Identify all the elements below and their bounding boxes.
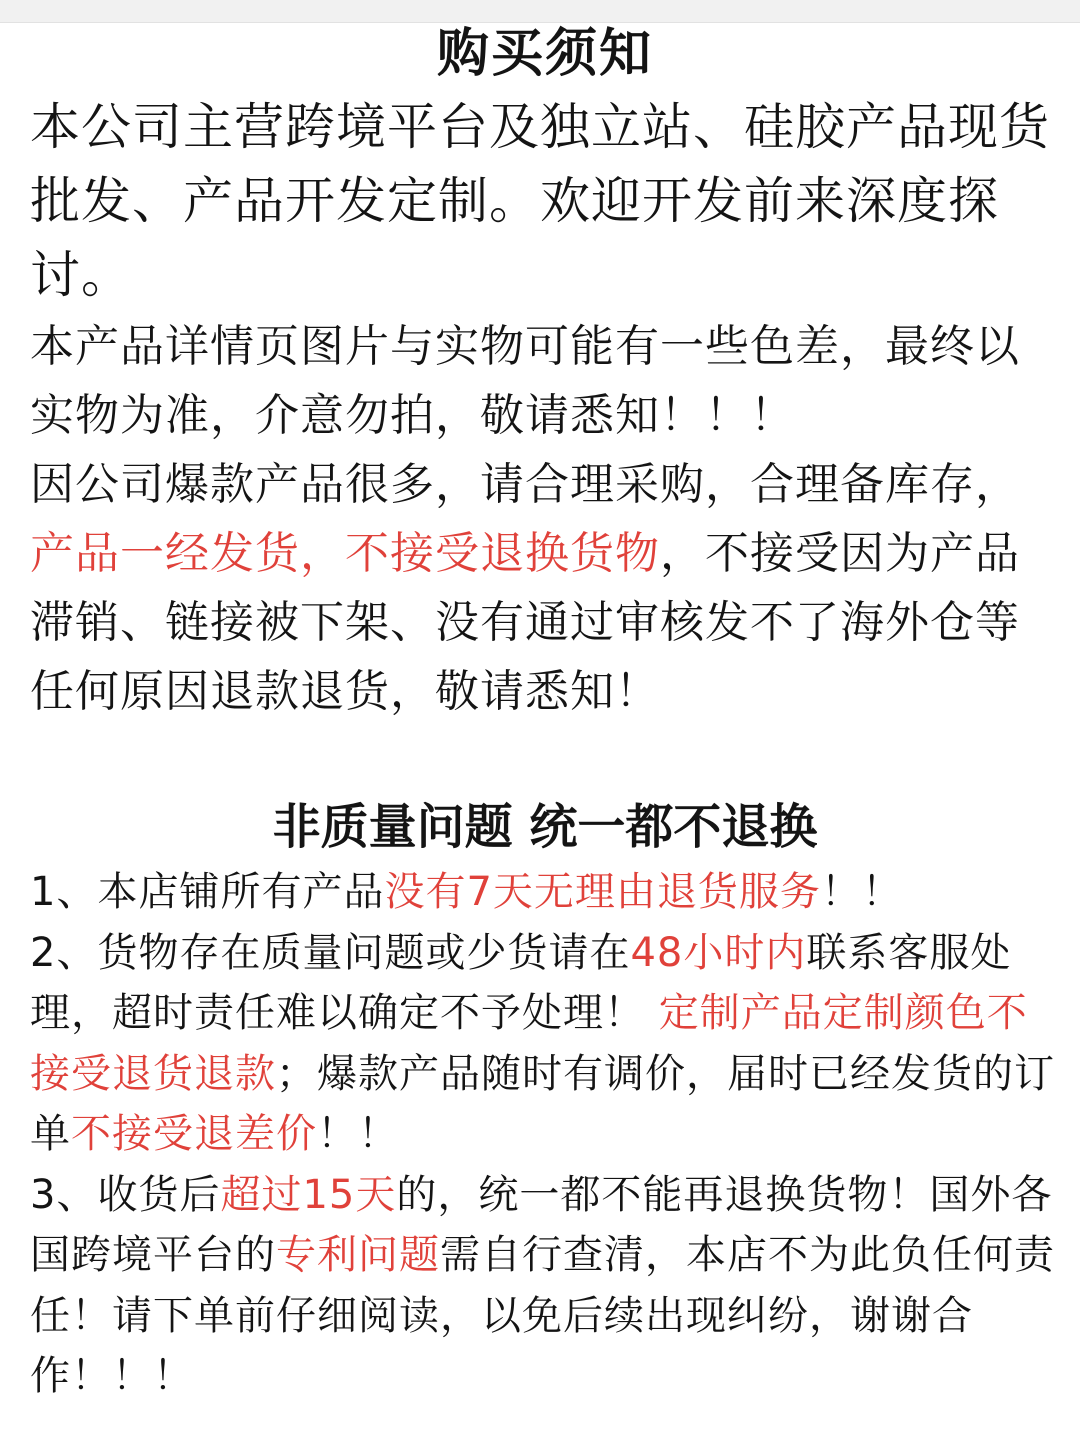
rule-3-text-2: 的，统一都不能再退换货物！国外各国跨境平台的 [30,1171,1053,1278]
policy-rule-3 [30,1165,1060,1407]
company-intro: 本公司主营跨境平台及独立站、硅胶产品现货批发、产品开发定制。欢迎开发前来深度探讨。 [30,98,1050,304]
policy-rule-1 [30,862,1060,923]
rule-2-text-2: 联系客服处理，超时责任难以确定不予处理！ [30,929,1012,1036]
notice-title: 购买须知 [436,24,653,84]
rule-2-text: 2、货物存在质量问题或少货请在 [30,929,631,976]
rule-2-text-3: ；爆款产品随时有调价，届时已经发货的订单 [30,1050,1055,1157]
stock-note-text: 因公司爆款产品很多，请合理采购，合理备库存， [30,459,1020,510]
rule-3-suffix: 需自行查清，本店不为此负任何责任！请下单前仔细阅读，以免后续出现纠纷，谢谢合作！！！ [30,1232,1055,1399]
rule-3-highlight-patent: 专利问题 [276,1232,440,1278]
rule-2-suffix: ！！ [317,1111,399,1157]
policy-rule-2 [30,923,1060,1165]
stock-note-text-2: ，不接受因为产品滞销、链接被下架、没有通过审核发不了海外仓等任何原因退款退货，敬请悉知！ [30,528,1020,717]
no-return-highlight: 产品一经发货，不接受退换货物 [30,528,660,579]
policy-title: 非质量问题 统一都不退换 [272,799,818,855]
rule-1-text: 1、本店铺所有产品 [30,869,385,915]
top-bar [0,0,1080,23]
color-difference-note: 本产品详情页图片与实物可能有一些色差，最终以实物为准，介意勿拍，敬请悉知！！！ [30,321,1020,441]
rule-1-highlight: 没有7天无理由退货服务 [384,869,821,915]
rule-3-text: 3、收货后 [30,1171,221,1218]
section-spacer [30,726,1060,794]
rule-2-highlight-custom: 定制产品定制颜色不接受退货退款 [30,990,1028,1097]
rule-1-suffix: ！！ [820,869,903,915]
rule-2-highlight-price: 不接受退差价 [71,1111,317,1157]
rule-2-highlight-48h: 48小时内 [630,929,807,976]
rule-3-highlight-15days: 超过15天 [220,1171,397,1218]
stock-note [30,450,1060,726]
notice-document [30,22,1060,1407]
